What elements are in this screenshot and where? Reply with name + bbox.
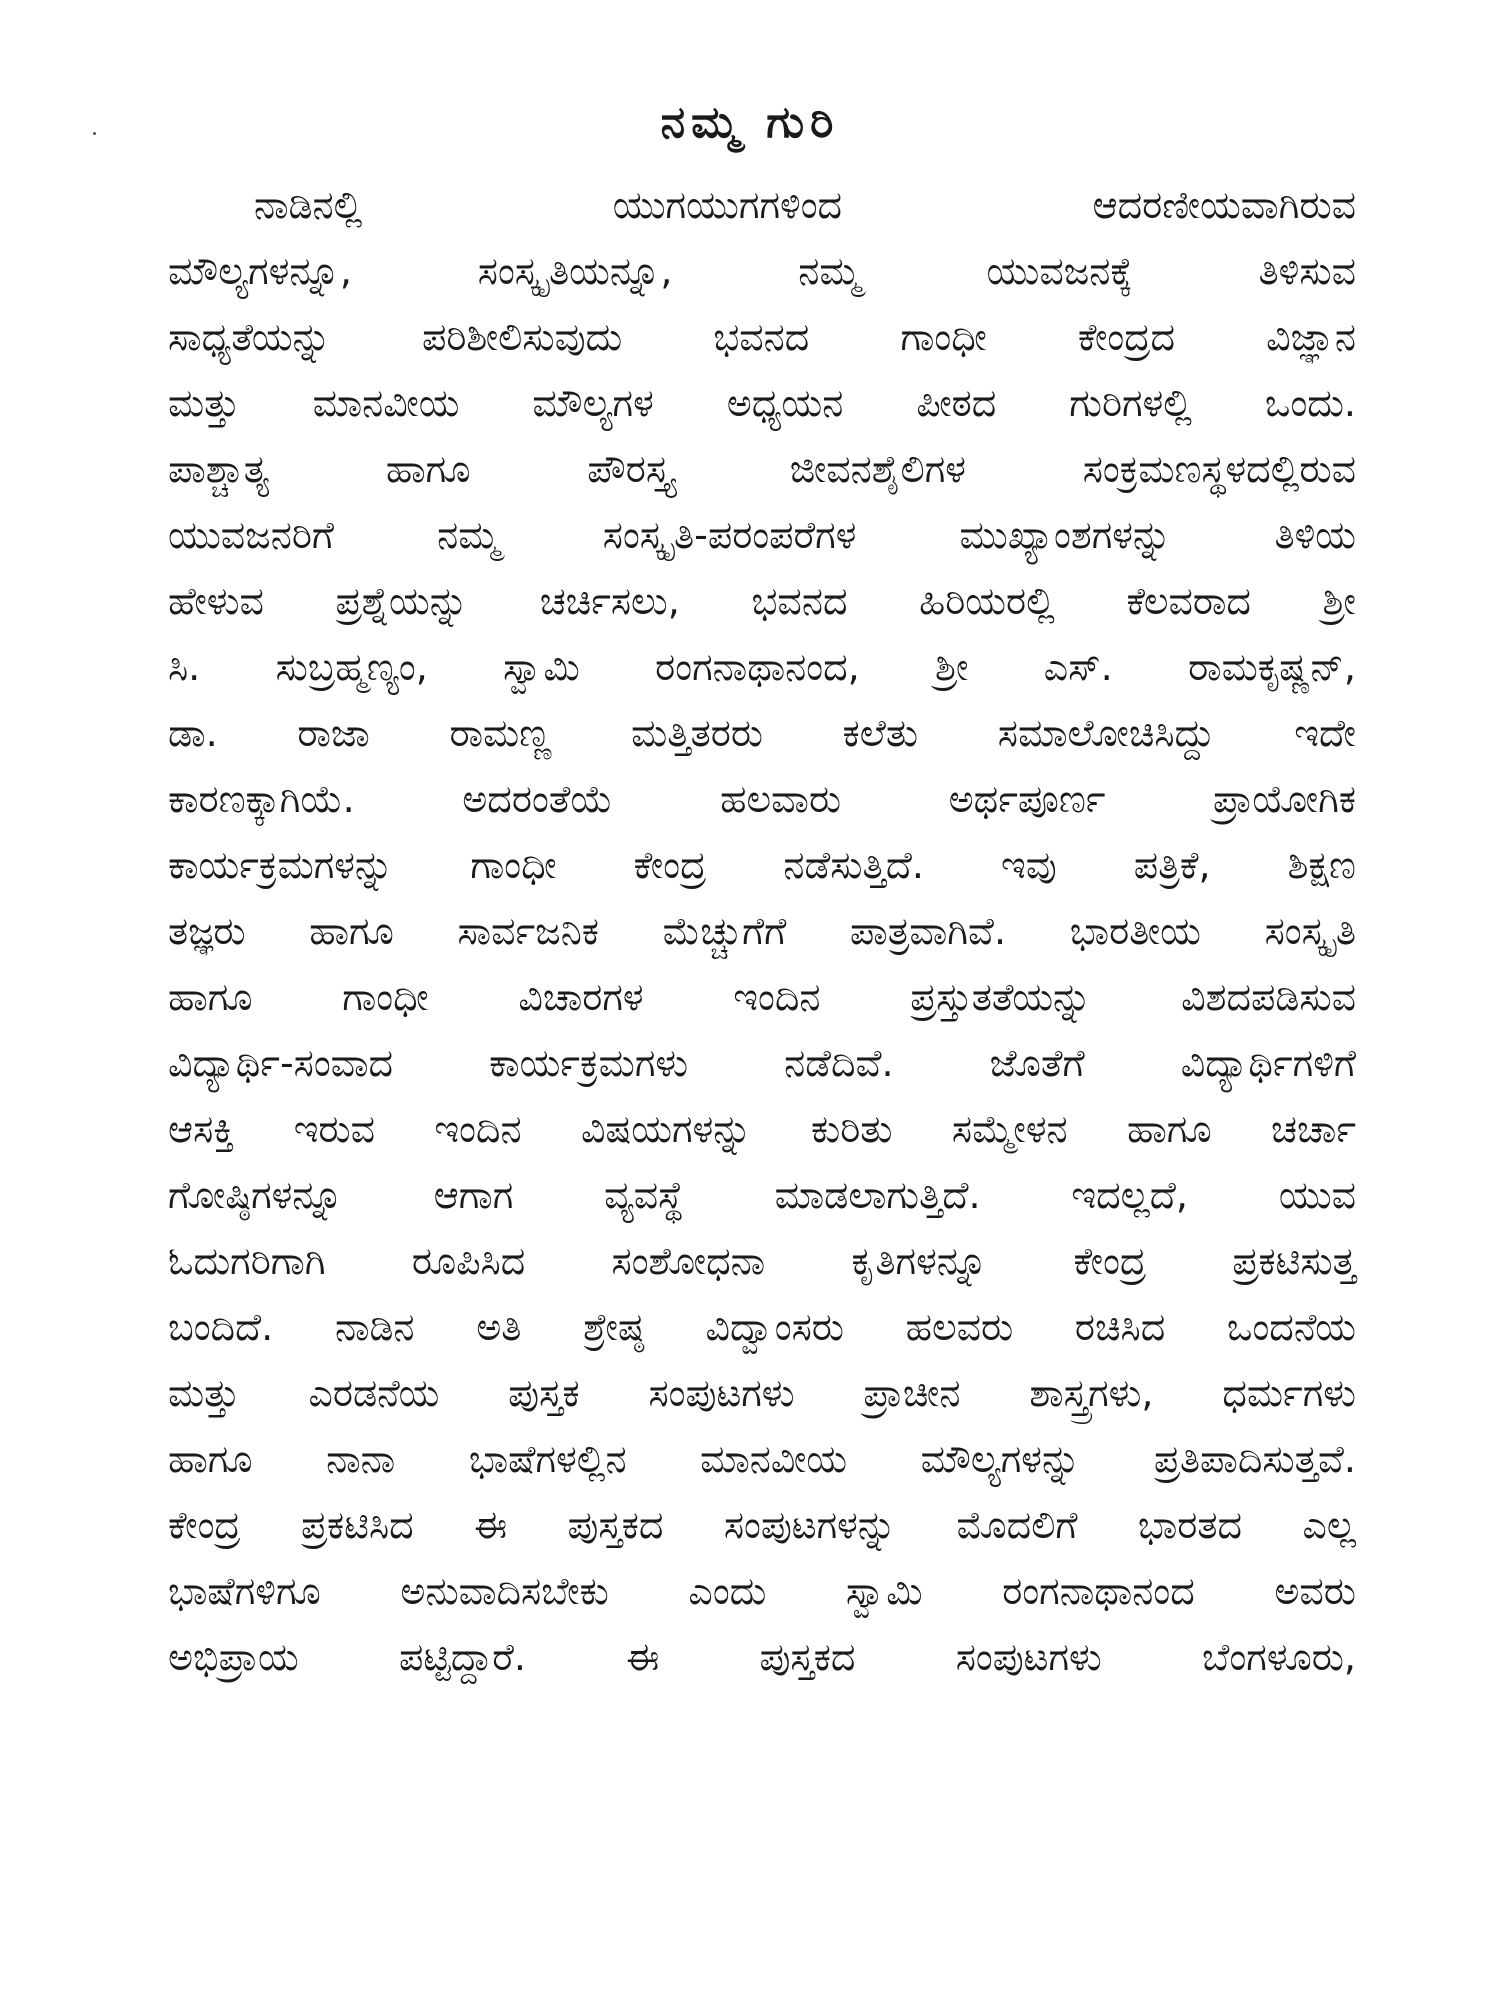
text-line-6: ಯುವಜನರಿಗೆ ನಮ್ಮ ಸಂಸ್ಕೃತಿ-ಪರಂಪರೆಗಳ ಮುಖ್ಯಾಂಶಗಳನ್ನು ತಿಳಿಯ [168,513,1356,557]
text-line-23: ಅಭಿಪ್ರಾಯ ಪಟ್ಟಿದ್ದಾರೆ. ಈ ಪುಸ್ತಕದ ಸಂಪುಟಗಳು ಬೆಂಗಳೂರು, [168,1635,1356,1679]
text-line-15: ಆಸಕ್ತಿ ಇರುವ ಇಂದಿನ ವಿಷಯಗಳನ್ನು ಕುರಿತು ಸಮ್ಮೇಳನ ಹಾಗೂ ಚರ್ಚಾ [168,1107,1356,1151]
text-line-17: ಓದುಗರಿಗಾಗಿ ರೂಪಿಸಿದ ಸಂಶೋಧನಾ ಕೃತಿಗಳನ್ನೂ ಕೇಂದ್ರ ಪ್ರಕಟಿಸುತ್ತ [168,1239,1356,1283]
text-line-18: ಬಂದಿದೆ. ನಾಡಿನ ಅತಿ ಶ್ರೇಷ್ಠ ವಿದ್ವಾಂಸರು ಹಲವರು ರಚಿಸಿದ ಒಂದನೆಯ [168,1305,1356,1349]
text-line-22: ಭಾಷೆಗಳಿಗೂ ಅನುವಾದಿಸಬೇಕು ಎಂದು ಸ್ವಾಮಿ ರಂಗನಾಥಾನಂದ ಅವರು [168,1569,1356,1613]
body-paragraph [168,172,1356,1690]
text-line-12: ತಜ್ಞರು ಹಾಗೂ ಸಾರ್ವಜನಿಕ ಮೆಚ್ಚುಗೆಗೆ ಪಾತ್ರವಾಗಿವೆ. ಭಾರತೀಯ ಸಂಸ್ಕೃತಿ [168,909,1356,953]
text-line-13: ಹಾಗೂ ಗಾಂಧೀ ವಿಚಾರಗಳ ಇಂದಿನ ಪ್ರಸ್ತುತತೆಯನ್ನು ವಿಶದಪಡಿಸುವ [168,975,1356,1019]
text-line-7: ಹೇಳುವ ಪ್ರಶ್ನೆಯನ್ನು ಚರ್ಚಿಸಲು, ಭವನದ ಹಿರಿಯರಲ್ಲಿ ಕೆಲವರಾದ ಶ್ರೀ [168,579,1356,623]
text-line-10: ಕಾರಣಕ್ಕಾಗಿಯೆ. ಅದರಂತೆಯೆ ಹಲವಾರು ಅರ್ಥಪೂರ್ಣ ಪ್ರಾಯೋಗಿಕ [168,777,1356,821]
text-line-8: ಸಿ. ಸುಬ್ರಹ್ಮಣ್ಯಂ, ಸ್ವಾಮಿ ರಂಗನಾಥಾನಂದ, ಶ್ರೀ ಎಸ್. ರಾಮಕೃಷ್ಣನ್, [168,645,1356,689]
text-line-4: ಮತ್ತು ಮಾನವೀಯ ಮೌಲ್ಯಗಳ ಅಧ್ಯಯನ ಪೀಠದ ಗುರಿಗಳಲ್ಲಿ ಒಂದು. [168,381,1356,425]
text-line-1: ನಾಡಿನಲ್ಲಿ ಯುಗಯುಗಗಳಿಂದ ಆದರಣೀಯವಾಗಿರುವ [254,183,1356,227]
text-line-21: ಕೇಂದ್ರ ಪ್ರಕಟಿಸಿದ ಈ ಪುಸ್ತಕದ ಸಂಪುಟಗಳನ್ನು ಮೊದಲಿಗೆ ಭಾರತದ ಎಲ್ಲ [168,1503,1356,1547]
text-line-3: ಸಾಧ್ಯತೆಯನ್ನು ಪರಿಶೀಲಿಸುವುದು ಭವನದ ಗಾಂಧೀ ಕೇಂದ್ರದ ವಿಜ್ಞಾನ [168,315,1356,359]
text-line-16: ಗೋಷ್ಠಿಗಳನ್ನೂ ಆಗಾಗ ವ್ಯವಸ್ಥೆ ಮಾಡಲಾಗುತ್ತಿದೆ. ಇದಲ್ಲದೆ, ಯುವ [168,1173,1356,1217]
text-line-14: ವಿದ್ಯಾರ್ಥಿ-ಸಂವಾದ ಕಾರ್ಯಕ್ರಮಗಳು ನಡೆದಿವೆ. ಜೊತೆಗೆ ವಿದ್ಯಾರ್ಥಿಗಳಿಗೆ [168,1041,1356,1085]
text-line-11: ಕಾರ್ಯಕ್ರಮಗಳನ್ನು ಗಾಂಧೀ ಕೇಂದ್ರ ನಡೆಸುತ್ತಿದೆ. ಇವು ಪತ್ರಿಕೆ, ಶಿಕ್ಷಣ [168,843,1356,887]
text-line-9: ಡಾ. ರಾಜಾ ರಾಮಣ್ಣ ಮತ್ತಿತರರು ಕಲೆತು ಸಮಾಲೋಚಿಸಿದ್ದು ಇದೇ [168,711,1356,755]
text-line-2: ಮೌಲ್ಯಗಳನ್ನೂ, ಸಂಸ್ಕೃತಿಯನ್ನೂ, ನಮ್ಮ ಯುವಜನಕ್ಕೆ ತಿಳಿಸುವ [168,249,1356,293]
text-line-5: ಪಾಶ್ಚಾತ್ಯ ಹಾಗೂ ಪೌರಸ್ತ್ಯ ಜೀವನಶೈಲಿಗಳ ಸಂಕ್ರಮಣಸ್ಥಳದಲ್ಲಿರುವ [168,447,1356,491]
text-line-20: ಹಾಗೂ ನಾನಾ ಭಾಷೆಗಳಲ್ಲಿನ ಮಾನವೀಯ ಮೌಲ್ಯಗಳನ್ನು ಪ್ರತಿಪಾದಿಸುತ್ತವೆ. [168,1437,1356,1481]
text-line-19: ಮತ್ತು ಎರಡನೆಯ ಪುಸ್ತಕ ಸಂಪುಟಗಳು ಪ್ರಾಚೀನ ಶಾಸ್ತ್ರಗಳು, ಧರ್ಮಗಳು [168,1371,1356,1415]
page-title: ನಮ್ಮ ಗುರಿ [660,97,840,149]
